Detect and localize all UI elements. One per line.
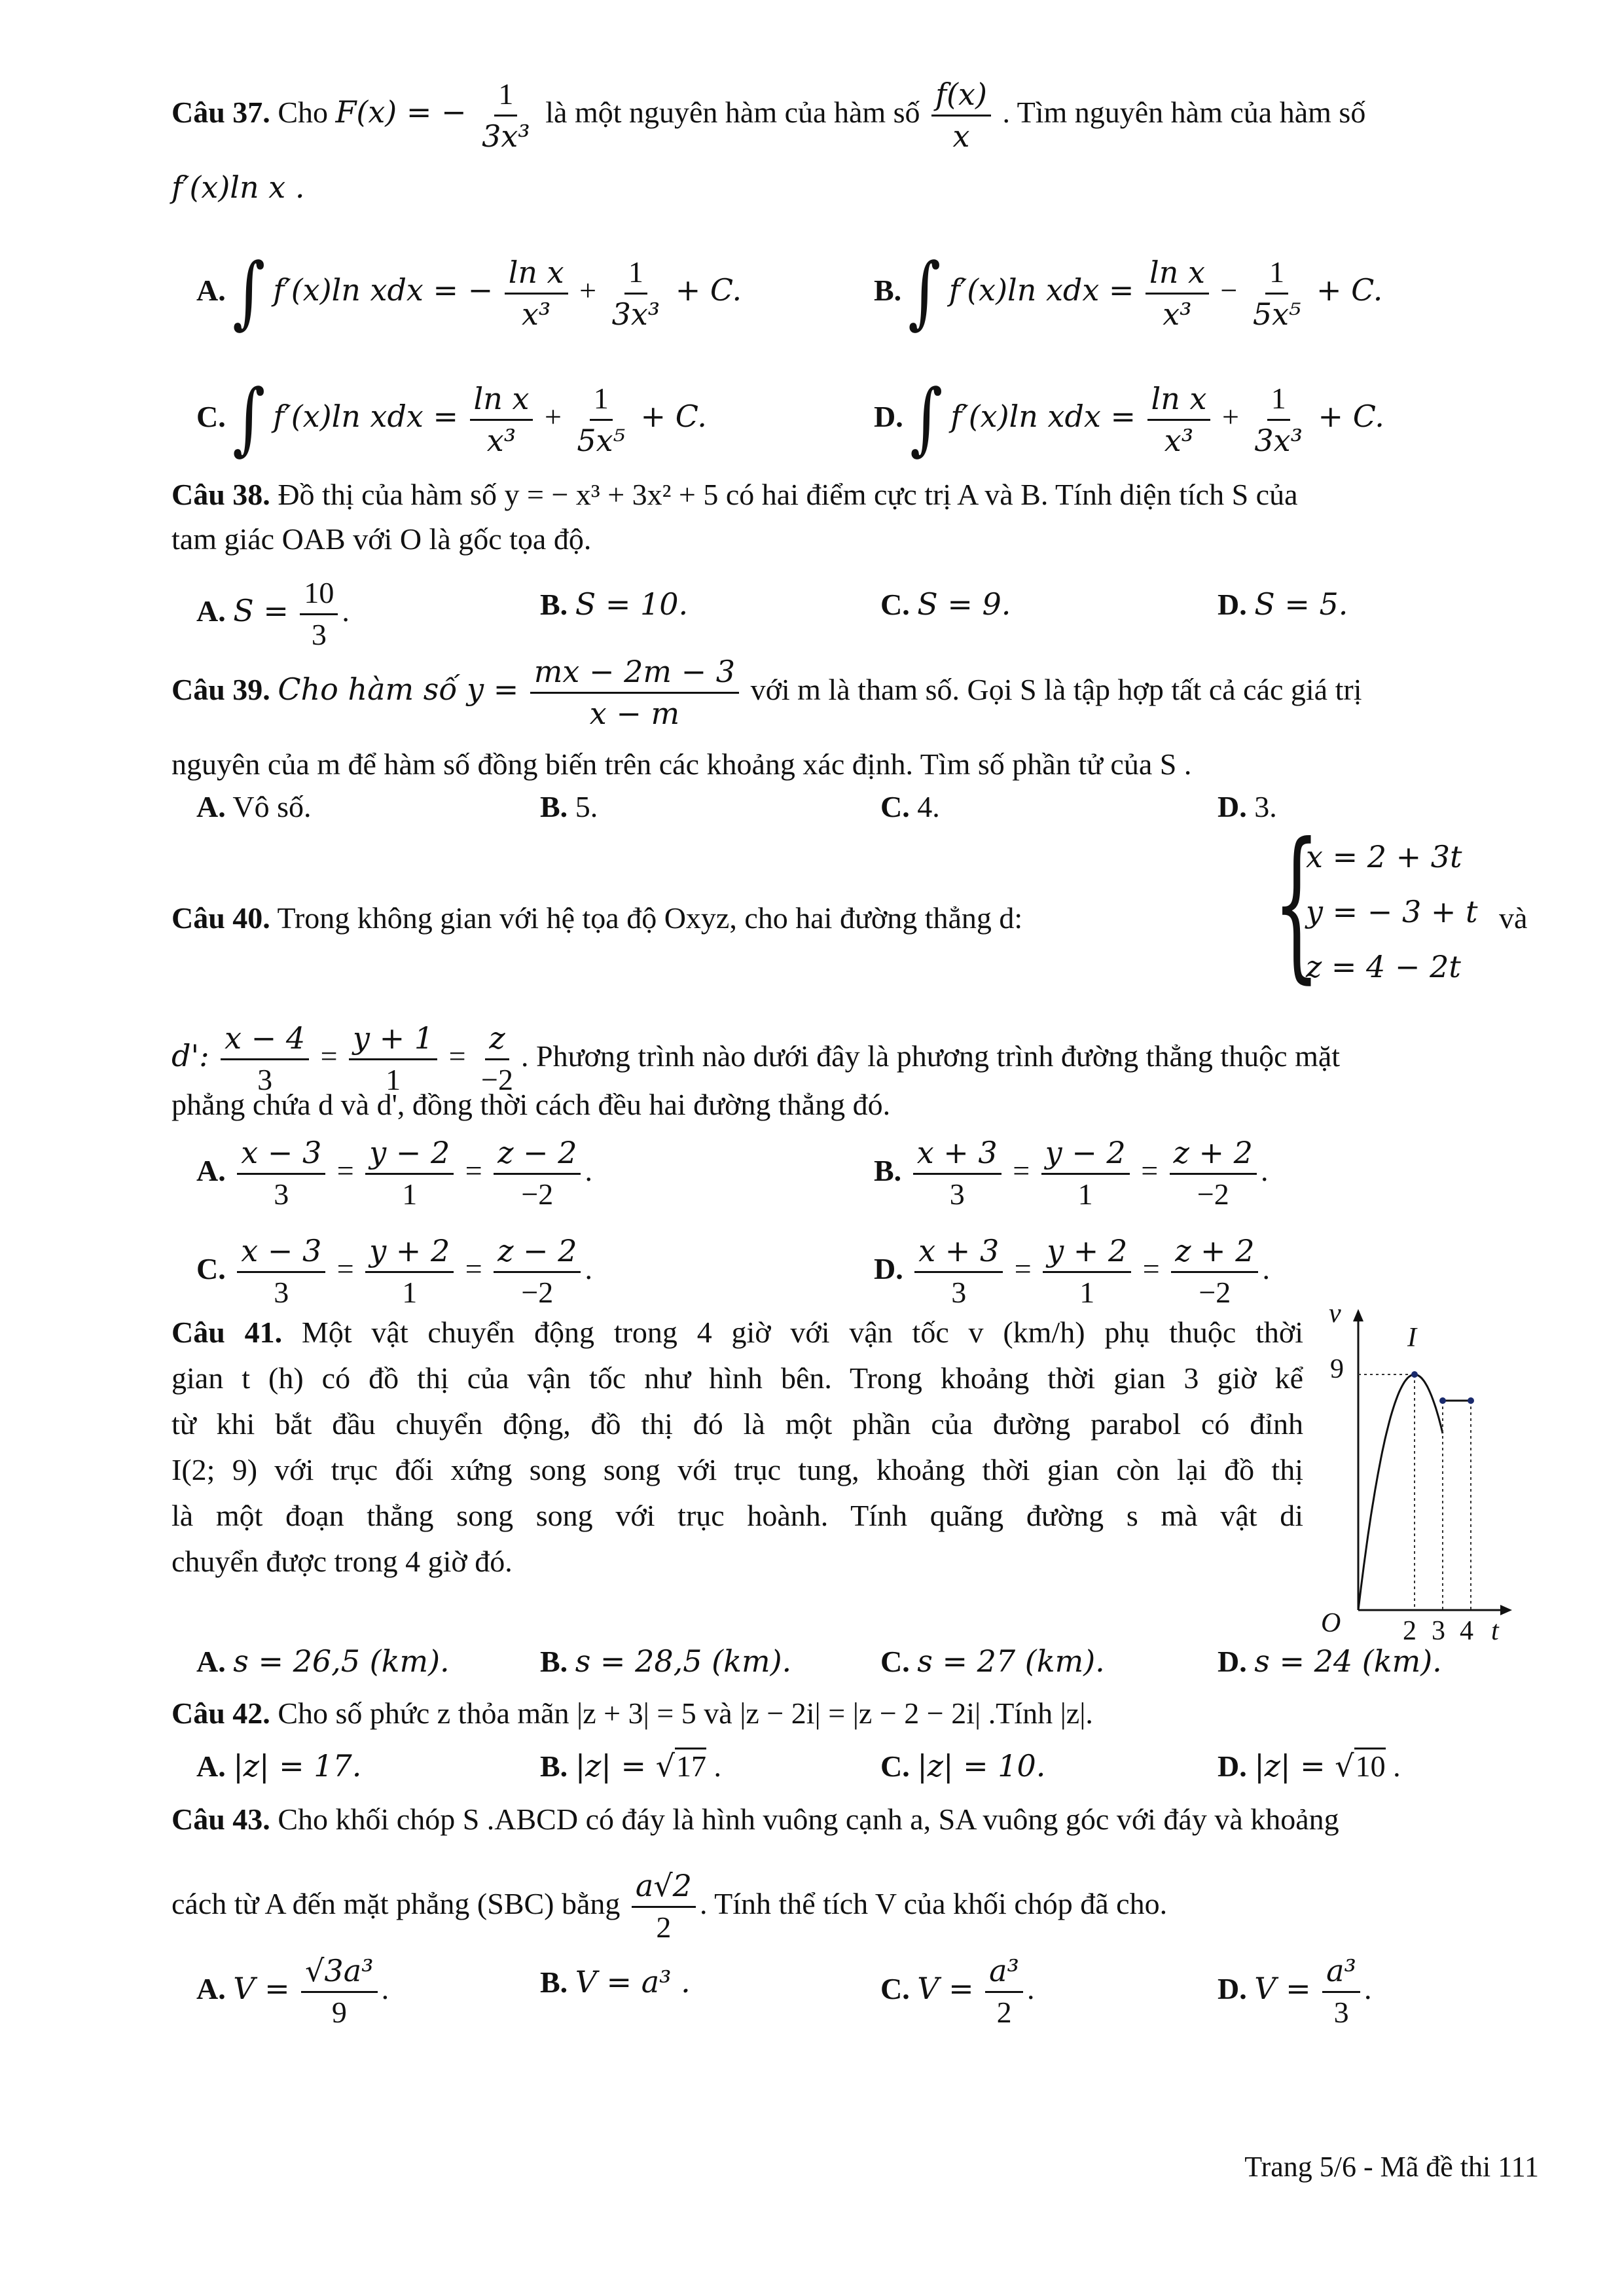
q38-label: Câu 38. xyxy=(171,478,270,511)
q37-frac xyxy=(478,77,534,154)
q37-a-t2d: 3x³ xyxy=(611,296,660,332)
q43-line2 xyxy=(171,1869,1539,1945)
q40-system xyxy=(1306,829,1477,994)
q43-a-pre: V = xyxy=(233,1970,290,2006)
q40-line2: d': $\frac{x - 4}{3}$ = $\frac{y + 1}{1}$ = $\frac{z}{-2}$ . Phương trình nào dưới đây là phương trình đường thẳng thuộc mặt xyxy=(171,1020,1341,1096)
q41-l1: Một vật chuyển động trong 4 giờ với vận tốc v (km/h) phụ thuộc thời xyxy=(301,1316,1304,1349)
q39-den: x − m xyxy=(589,695,680,731)
q40-option-c[interactable]: C. $\frac{x - 3}{3}$ = $\frac{y + 2}{1}$ = $\frac{z - 2}{-2}$ . xyxy=(196,1233,592,1309)
q42-option-d[interactable] xyxy=(1218,1748,1401,1785)
q40-d-d1: 3 xyxy=(951,1275,967,1309)
q43-c-pre: V = xyxy=(917,1970,974,2006)
q43-option-c[interactable] xyxy=(880,1954,1035,2030)
q38-d-label: D. xyxy=(1218,588,1247,621)
q40-c-f1 xyxy=(237,1234,325,1310)
q41-label: Câu 41. xyxy=(171,1316,283,1349)
q42-option-c[interactable] xyxy=(880,1748,1045,1785)
y-tick-9: 9 xyxy=(1330,1354,1344,1384)
q39-label: Câu 39. xyxy=(171,672,270,706)
q39-d-label: D. xyxy=(1218,790,1247,823)
q37-option-a-label: A. xyxy=(196,273,226,307)
q37-d-frac2 xyxy=(1250,382,1307,458)
q37-d-t1d: x³ xyxy=(1164,422,1194,458)
q40-line3: phẳng chứa d và d', đồng thời cách đều hai đường thẳng đó. xyxy=(171,1088,891,1121)
q40-c-d1: 3 xyxy=(274,1275,289,1309)
q37-a-t1d: x³ xyxy=(521,296,551,332)
q40-b-f1 xyxy=(913,1136,1001,1212)
q37-d-t2d: 3x³ xyxy=(1254,422,1303,458)
q43-d-label: D. xyxy=(1218,1971,1247,2005)
point-t4 xyxy=(1468,1397,1474,1404)
q38-text1: Đồ thị của hàm số y = − x³ + 3x² + 5 có hai điểm cực trị A và B. Tính diện tích S của xyxy=(278,478,1298,511)
q39-a-label: A. xyxy=(196,790,226,823)
q43-b-label: B. xyxy=(540,1965,568,1999)
q39-c-text: 4. xyxy=(917,790,940,823)
point-t3 xyxy=(1439,1397,1446,1404)
t-axis-label: t xyxy=(1491,1616,1499,1646)
velocity-graph xyxy=(1316,1299,1525,1653)
q40-text2: . Phương trình nào dưới đây là phương trình đường thẳng thuộc mặt xyxy=(521,1039,1341,1073)
q40-b-n2: y − 2 xyxy=(1041,1136,1130,1175)
t-axis-arrow-icon xyxy=(1500,1605,1512,1615)
q37-b-frac2 xyxy=(1249,255,1305,332)
q38-a-pre: S = xyxy=(233,592,289,628)
q37-option-d-label: D. xyxy=(874,399,903,433)
q37-c-t1d: x³ xyxy=(486,422,516,458)
q37-b-op: − xyxy=(1220,273,1238,307)
q40-b-d3: −2 xyxy=(1197,1177,1229,1211)
q40-sys3: z = 4 − 2t xyxy=(1306,949,1461,984)
q40-b-label: B. xyxy=(874,1153,902,1187)
q43-text2b: . Tính thể tích V của khối chóp đã cho. xyxy=(699,1886,1168,1920)
q42-b-rad: 17 xyxy=(675,1748,706,1783)
q43-d-frac xyxy=(1322,1954,1360,2030)
q42-d-rad: 10 xyxy=(1354,1748,1386,1783)
v-axis-label: v xyxy=(1329,1299,1341,1329)
q37-option-b-body: f′(x)ln xdx = xyxy=(948,272,1134,308)
q43-b-text: V = a³ . xyxy=(575,1964,691,2000)
q38-b-label: B. xyxy=(540,588,568,621)
q37-fx-den: x xyxy=(952,118,970,154)
q37-c-t2n: 1 xyxy=(590,382,613,421)
q39-d-text: 3. xyxy=(1254,790,1277,823)
vertex-label: I xyxy=(1407,1323,1416,1353)
q41-b-text: s = 28,5 (km). xyxy=(575,1643,792,1679)
q42-b-pre: |z| = √ xyxy=(575,1748,676,1784)
q40-c-f3 xyxy=(494,1234,581,1310)
q37-d-op: + xyxy=(1221,399,1239,433)
q39-a-text: Vô số. xyxy=(232,790,312,823)
q37-F: F(x) = − xyxy=(335,94,467,130)
q38-a-label: A. xyxy=(196,594,226,628)
q43-fn: a√2 xyxy=(632,1869,696,1908)
q40-c-d2: 1 xyxy=(402,1275,418,1309)
q38-a-frac xyxy=(300,576,338,653)
q40-f1n: x − 4 xyxy=(221,1021,309,1060)
q42-d-pre: |z| = √ xyxy=(1254,1748,1354,1784)
q40-d-f1 xyxy=(914,1234,1003,1310)
q40-line1 xyxy=(171,900,1257,937)
q38-c-text: S = 9. xyxy=(917,586,1011,622)
q37-c-t2d: 5x⁵ xyxy=(577,422,626,458)
q40-a-f1 xyxy=(237,1136,325,1212)
q40-b-d1: 3 xyxy=(949,1177,965,1211)
q41-option-d[interactable] xyxy=(1218,1643,1442,1680)
q40-d-n1: x + 3 xyxy=(914,1234,1003,1273)
q43-fd: 2 xyxy=(656,1910,672,1944)
q37-option-a[interactable]: A.∫ f′(x)ln xdx = − $\frac{\text{ln x}}{\text{x³}}$ + $\frac{1}{\text{3x³}}$ + C. xyxy=(196,246,742,338)
q37-fx-frac xyxy=(931,77,991,154)
q43-a-frac xyxy=(301,1954,377,2030)
q41-c-label: C. xyxy=(880,1645,910,1678)
q40-d-label: D. xyxy=(874,1251,903,1285)
q42-a-label: A. xyxy=(196,1749,226,1783)
q37-c-end: + C. xyxy=(640,398,707,434)
q43-a-label: A. xyxy=(196,1971,226,2005)
q38-option-a[interactable] xyxy=(196,576,350,653)
q39-option-a[interactable] xyxy=(196,789,312,825)
q42-line1 xyxy=(171,1695,1539,1732)
q38-a-end: . xyxy=(342,594,350,628)
q43-d-den: 3 xyxy=(1333,1995,1349,2029)
q43-d-pre: V = xyxy=(1254,1970,1311,2006)
q38-option-c[interactable] xyxy=(880,586,1011,623)
q42-option-b[interactable] xyxy=(540,1748,721,1785)
q41-option-a[interactable] xyxy=(196,1643,450,1680)
q43-option-a[interactable] xyxy=(196,1954,389,2030)
q38-c-label: C. xyxy=(880,588,910,621)
q38-b-text: S = 10. xyxy=(575,586,689,622)
q37-option-b-label: B. xyxy=(874,273,902,307)
q39-line1 xyxy=(171,655,1539,731)
q40-c-n3: z − 2 xyxy=(494,1234,581,1273)
q41-line2: gian t (h) có đồ thị của vận tốc như hình bên. Trong khoảng thời gian 3 giờ kể xyxy=(171,1361,1303,1395)
q37-d-end: + C. xyxy=(1318,398,1384,434)
q42-option-a[interactable] xyxy=(196,1748,361,1785)
q43-c-end: . xyxy=(1027,1971,1035,2005)
q41-option-c[interactable] xyxy=(880,1643,1105,1680)
q39-option-b[interactable] xyxy=(540,789,598,825)
q39-post: với m là tham số. Gọi S là tập hợp tất cả các giá trị xyxy=(750,672,1362,706)
q40-b-d2: 1 xyxy=(1077,1177,1093,1211)
vertex-point xyxy=(1411,1371,1418,1378)
q39-frac xyxy=(530,655,739,731)
q37-option-d[interactable]: D.∫ f′(x)ln xdx = $\frac{\text{ln x}}{\text{x³}}$ + $\frac{1}{\text{3x³}}$ + C. xyxy=(874,372,1384,464)
q37-b-t2n: 1 xyxy=(1265,255,1288,295)
q40-d-n3: z + 2 xyxy=(1171,1234,1258,1273)
q40-f2d: 1 xyxy=(386,1062,401,1096)
q40-sys1: x = 2 + 3t xyxy=(1306,839,1462,874)
q40-a-d2: 1 xyxy=(402,1177,418,1211)
q37-b-t2d: 5x⁵ xyxy=(1252,296,1301,332)
q37-option-b[interactable]: B.∫ f′(x)ln xdx = $\frac{\text{ln x}}{\text{x³}}$ − $\frac{1}{\text{5x⁵}}$ + C. xyxy=(874,246,1383,338)
q40-sys2: y = − 3 + t xyxy=(1306,894,1478,929)
q38-option-b[interactable] xyxy=(540,586,688,623)
q43-c-label: C. xyxy=(880,1971,910,2005)
q37-b-t1n: ln x xyxy=(1146,255,1209,295)
q40-b-n3: z + 2 xyxy=(1170,1136,1257,1175)
q37-a-end: + C. xyxy=(675,272,742,308)
q38-d-text: S = 5. xyxy=(1254,586,1348,622)
q43-frac xyxy=(632,1869,696,1945)
q37-d-t2n: 1 xyxy=(1267,382,1290,421)
q38-a-num: 10 xyxy=(300,576,338,615)
q43-d-num: a³ xyxy=(1322,1954,1360,1993)
q40-b-f3 xyxy=(1170,1136,1257,1212)
q42-c-text: |z| = 10. xyxy=(917,1748,1046,1784)
q37-frac-num: 1 xyxy=(494,77,517,117)
q41-line5: là một đoạn thẳng song song với trục hoành. Tính quãng đường s mà vật di xyxy=(171,1499,1303,1532)
q40-option-d[interactable]: D. $\frac{x + 3}{3}$ = $\frac{y + 2}{1}$ = $\frac{z + 2}{-2}$ . xyxy=(874,1233,1270,1309)
q38-a-den: 3 xyxy=(311,617,327,651)
q40-f1d: 3 xyxy=(257,1062,273,1096)
q43-option-b[interactable] xyxy=(540,1964,691,2001)
q41-c-text: s = 27 (km). xyxy=(917,1643,1105,1679)
q37-a-frac2 xyxy=(608,255,664,332)
q42-a-text: |z| = 17. xyxy=(233,1748,362,1784)
q42-b-label: B. xyxy=(540,1749,568,1783)
q40-a-d1: 3 xyxy=(274,1177,289,1211)
q41-a-label: A. xyxy=(196,1645,226,1678)
q43-a-den: 9 xyxy=(331,1995,347,2029)
q40-text1: Trong không gian với hệ tọa độ Oxyz, cho hai đường thẳng d: xyxy=(277,901,1023,935)
q42-d-label: D. xyxy=(1218,1749,1247,1783)
q40-a-n3: z − 2 xyxy=(494,1136,581,1175)
q40-d-d3: −2 xyxy=(1199,1275,1231,1309)
q40-option-b[interactable]: B. $\frac{x + 3}{3}$ = $\frac{y - 2}{1}$ = $\frac{z + 2}{-2}$ . xyxy=(874,1135,1269,1211)
q43-c-den: 2 xyxy=(996,1995,1012,2029)
q41-b-label: B. xyxy=(540,1645,568,1678)
q41-option-b[interactable] xyxy=(540,1643,791,1680)
q41-a-text: s = 26,5 (km). xyxy=(233,1643,450,1679)
q37-intro: Cho xyxy=(278,95,328,129)
q37-c-frac2 xyxy=(573,382,629,458)
q43-a-end: . xyxy=(381,1971,389,2005)
q37-tail: . Tìm nguyên hàm của hàm số xyxy=(1002,95,1366,129)
x-tick-4: 4 xyxy=(1460,1616,1473,1646)
q40-c-f2 xyxy=(365,1234,454,1310)
q41-line4: I(2; 9) với trục đối xứng song song với trục tung, khoảng thời gian còn lại đồ thị xyxy=(171,1453,1303,1486)
q40-a-f3 xyxy=(494,1136,581,1212)
q37-c-t1n: ln x xyxy=(470,382,533,421)
q39-line2: nguyên của m để hàm số đồng biến trên các khoảng xác định. Tìm số phần tử của S . xyxy=(171,747,1192,781)
q42-c-label: C. xyxy=(880,1749,910,1783)
x-tick-2: 2 xyxy=(1403,1616,1416,1646)
q39-num: mx − 2m − 3 xyxy=(530,655,739,694)
q39-option-c[interactable] xyxy=(880,789,940,825)
q37-line2: f′(x)ln x . xyxy=(171,170,305,205)
q41-line1 xyxy=(171,1314,1303,1351)
q37-mid: là một nguyên hàm của hàm số xyxy=(545,95,920,129)
q43-line1 xyxy=(171,1801,1539,1838)
q37-b-t1d: x³ xyxy=(1163,296,1192,332)
q40-option-a[interactable]: A. $\frac{x - 3}{3}$ = $\frac{y - 2}{1}$ = $\frac{z - 2}{-2}$ . xyxy=(196,1135,592,1211)
q40-label: Câu 40. xyxy=(171,901,270,935)
q40-a-n2: y − 2 xyxy=(365,1136,454,1175)
q41-line6: chuyển được trong 4 giờ đó. xyxy=(171,1545,513,1578)
q38-line1 xyxy=(171,476,1539,513)
q37-a-t1n: ln x xyxy=(505,255,568,295)
q40-d-n2: y + 2 xyxy=(1043,1234,1131,1273)
q43-text1: Cho khối chóp S .ABCD có đáy là hình vuông cạnh a, SA vuông góc với đáy và khoảng xyxy=(278,1803,1339,1836)
q37-b-end: + C. xyxy=(1316,272,1383,308)
q42-b-end: . xyxy=(706,1749,722,1783)
q40-d-f2 xyxy=(1043,1234,1131,1310)
q40-and: và xyxy=(1499,901,1528,935)
q42-label: Câu 42. xyxy=(171,1696,270,1730)
q43-a-num: √3a³ xyxy=(301,1954,377,1993)
q40-b-f2 xyxy=(1041,1136,1130,1212)
q37-d-frac1 xyxy=(1147,382,1211,458)
q41-d-text: s = 24 (km). xyxy=(1254,1643,1442,1679)
q40-d-d2: 1 xyxy=(1079,1275,1095,1309)
q37-c-frac1 xyxy=(470,382,533,458)
q37-option-c[interactable]: C.∫ f′(x)ln xdx = $\frac{\text{ln x}}{\text{x³}}$ + $\frac{1}{\text{5x⁵}}$ + C. xyxy=(196,372,707,464)
q40-b-n1: x + 3 xyxy=(913,1136,1001,1175)
q37-frac-den: 3x³ xyxy=(482,118,530,154)
q37-option-c-body: f′(x)ln xdx = xyxy=(273,398,459,434)
q40-c-label: C. xyxy=(196,1251,226,1285)
q39-pre: Cho hàm số y = xyxy=(278,671,519,707)
q43-c-frac xyxy=(985,1954,1023,2030)
q37-option-a-body: f′(x)ln xdx = − xyxy=(273,272,494,308)
q37-option-c-label: C. xyxy=(196,399,226,433)
q37-a-frac1 xyxy=(505,255,568,332)
q37-a-t2n: 1 xyxy=(624,255,647,295)
page-footer: Trang 5/6 - Mã đề thi 111 xyxy=(1244,2151,1539,2183)
q39-option-d[interactable] xyxy=(1218,789,1277,825)
q42-d-end: . xyxy=(1385,1749,1401,1783)
origin-label: O xyxy=(1321,1608,1341,1638)
q40-dprime: d': xyxy=(171,1037,209,1073)
q38-line2: tam giác OAB với O là gốc tọa độ. xyxy=(171,522,592,556)
q41-d-label: D. xyxy=(1218,1645,1247,1678)
q40-c-d3: −2 xyxy=(521,1275,554,1309)
brace-icon: { xyxy=(1273,808,1320,998)
q39-b-label: B. xyxy=(540,790,568,823)
q40-f3n: z xyxy=(485,1021,509,1060)
parabola-curve xyxy=(1358,1374,1443,1610)
q40-a-d3: −2 xyxy=(521,1177,554,1211)
q37-d-t1n: ln x xyxy=(1147,382,1211,421)
q38-option-d[interactable] xyxy=(1218,586,1348,623)
q42-text: Cho số phức z thỏa mãn |z + 3| = 5 và |z − 2i| = |z − 2 − 2i| .Tính |z|. xyxy=(278,1696,1093,1730)
q43-text2a: cách từ A đến mặt phẳng (SBC) bằng xyxy=(171,1886,621,1920)
q43-option-d[interactable] xyxy=(1218,1954,1372,2030)
q41-line3: từ khi bắt đầu chuyển động, đồ thị đó là một phần của đường parabol có đỉnh xyxy=(171,1407,1303,1441)
q37-b-frac1 xyxy=(1146,255,1209,332)
v-axis-arrow-icon xyxy=(1353,1309,1363,1321)
q37-label: Câu 37. xyxy=(171,95,270,129)
q43-label: Câu 43. xyxy=(171,1803,270,1836)
q39-c-label: C. xyxy=(880,790,910,823)
q37-a-op: + xyxy=(579,273,597,307)
q40-a-n1: x − 3 xyxy=(237,1136,325,1175)
q37-fx-num: f(x) xyxy=(931,77,991,117)
q39-b-text: 5. xyxy=(575,790,598,823)
q40-a-f2 xyxy=(365,1136,454,1212)
q40-c-n2: y + 2 xyxy=(365,1234,454,1273)
q40-f2n: y + 1 xyxy=(349,1021,437,1060)
q40-a-label: A. xyxy=(196,1153,226,1187)
q40-c-n1: x − 3 xyxy=(237,1234,325,1273)
q43-d-end: . xyxy=(1364,1971,1372,2005)
q40-f3d: −2 xyxy=(481,1062,513,1096)
q37-option-d-body: f′(x)ln xdx = xyxy=(950,398,1136,434)
q40-d-f3 xyxy=(1171,1234,1258,1310)
x-tick-3: 3 xyxy=(1432,1616,1445,1646)
q37-c-op: + xyxy=(544,399,562,433)
q43-c-num: a³ xyxy=(985,1954,1023,1993)
q37-line1 xyxy=(171,77,1539,154)
